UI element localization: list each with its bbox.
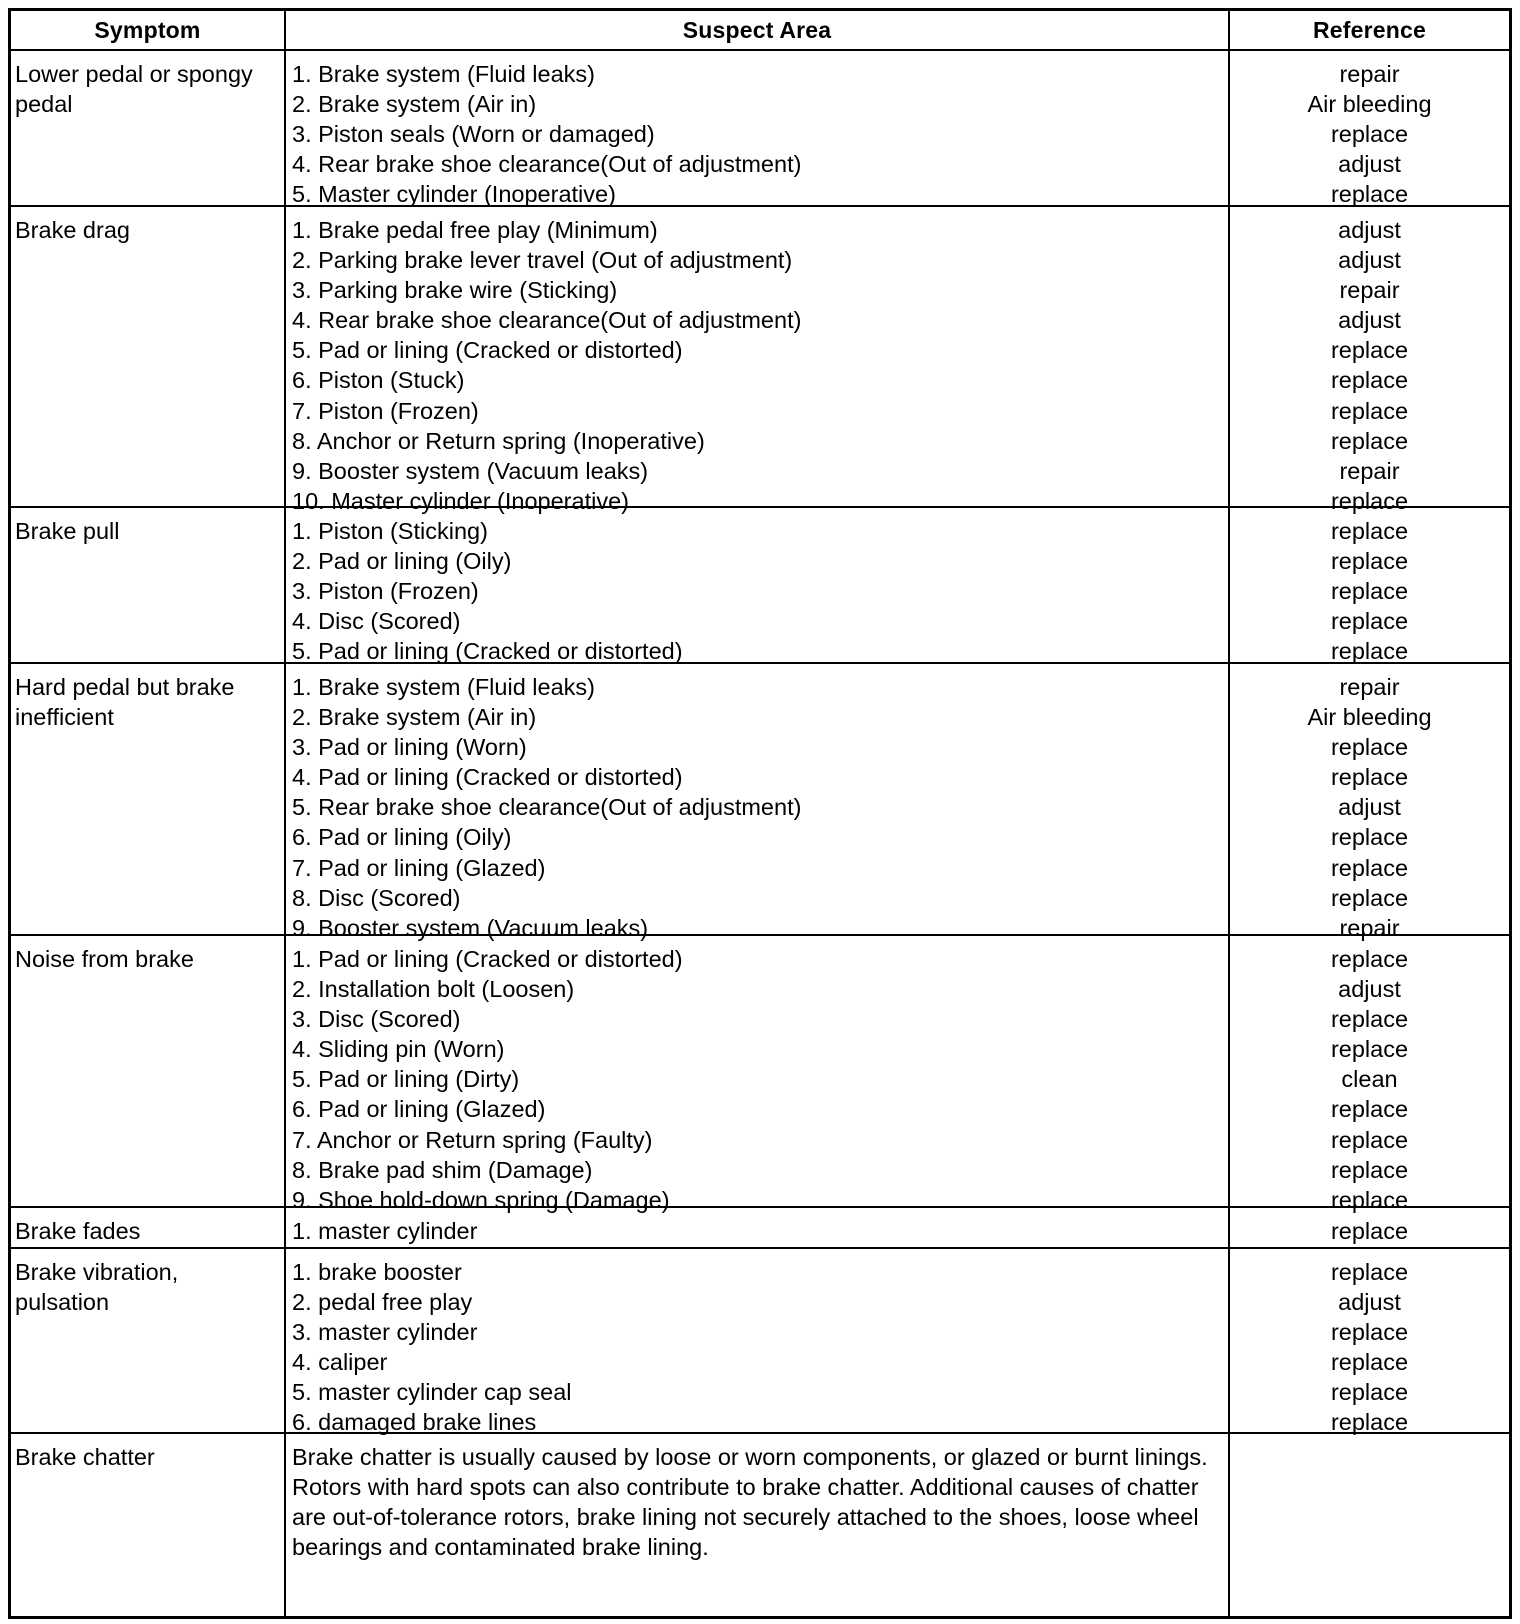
suspect-area-item: 9. Booster system (Vacuum leaks) — [292, 914, 649, 941]
reference-item: adjust — [1338, 1289, 1401, 1316]
suspect-area-item: 2. Brake system (Air in) — [292, 704, 537, 731]
suspect-area-cell — [286, 508, 1230, 665]
suspect-area-item: 4. Rear brake shoe clearance(Out of adjustment) — [292, 151, 802, 178]
suspect-area-cell — [286, 664, 1230, 941]
reference-cell — [1230, 936, 1509, 1213]
symptom-text: Brake pull — [15, 518, 120, 544]
suspect-area-item: 1. Brake system (Fluid leaks) — [292, 674, 595, 700]
suspect-area-item: 6. damaged brake lines — [292, 1409, 537, 1436]
suspect-area-item: 5. Pad or lining (Cracked or distorted) — [292, 337, 683, 364]
reference-item: replace — [1330, 1409, 1409, 1436]
reference-cell — [1230, 664, 1509, 941]
suspect-area-item: 4. Disc (Scored) — [292, 608, 461, 635]
symptom-text: Brake drag — [15, 217, 130, 243]
suspect-area-item: 2. Installation bolt (Loosen) — [292, 976, 575, 1003]
suspect-area-item: 3. Pad or lining (Worn) — [292, 734, 527, 761]
suspect-area-item: 1. brake booster — [292, 1259, 462, 1285]
reference-item: repair — [1339, 674, 1400, 700]
reference-item: replace — [1330, 1349, 1409, 1376]
suspect-area-item: 5. Rear brake shoe clearance(Out of adjustment) — [292, 794, 802, 821]
reference-item: replace — [1330, 638, 1409, 665]
suspect-area-item: 7. Pad or lining (Glazed) — [292, 854, 546, 881]
reference-item: repair — [1339, 61, 1400, 87]
reference-item: replace — [1330, 734, 1409, 761]
table-row — [11, 508, 1509, 664]
suspect-area-item: 1. Brake pedal free play (Minimum) — [292, 217, 658, 243]
reference-item: Air bleeding — [1307, 91, 1432, 118]
suspect-area-cell — [286, 1249, 1230, 1436]
suspect-area-item: 1. master cylinder — [292, 1218, 478, 1244]
reference-item: replace — [1330, 764, 1409, 791]
suspect-area-item: 5. master cylinder cap seal — [292, 1379, 572, 1406]
symptom-cell — [11, 1208, 286, 1247]
suspect-area-item: 6. Piston (Stuck) — [292, 367, 465, 394]
reference-item: replace — [1330, 608, 1409, 635]
table-row — [11, 1249, 1509, 1434]
reference-cell — [1230, 1249, 1509, 1436]
table-header — [11, 11, 1509, 51]
symptom-cell — [11, 1249, 286, 1432]
suspect-area-item: 4. Rear brake shoe clearance(Out of adjustment) — [292, 307, 802, 334]
symptom-cell — [11, 508, 286, 662]
suspect-area-item: 10. Master cylinder (Inoperative) — [292, 487, 629, 514]
header-suspect-area: Suspect Area — [286, 11, 1230, 49]
suspect-area-cell — [286, 51, 1230, 208]
reference-item: replace — [1330, 1006, 1409, 1033]
symptom-text: Brake fades — [15, 1218, 141, 1244]
reference-item: replace — [1330, 1186, 1409, 1213]
reference-item: replace — [1330, 487, 1409, 514]
suspect-area-item: 3. Piston seals (Worn or damaged) — [292, 121, 655, 148]
reference-item: replace — [1330, 1379, 1409, 1406]
reference-item: replace — [1330, 1156, 1409, 1183]
symptom-text: Brake chatter — [15, 1444, 155, 1470]
suspect-area-item: 6. Pad or lining (Glazed) — [292, 1096, 546, 1123]
symptom-text: Brake vibration, pulsation — [15, 1259, 179, 1316]
reference-item: replace — [1330, 427, 1409, 454]
suspect-area-item: 5. Pad or lining (Dirty) — [292, 1066, 520, 1093]
symptom-cell — [11, 51, 286, 205]
reference-item: replace — [1330, 854, 1409, 881]
suspect-area-item: 2. pedal free play — [292, 1289, 473, 1316]
suspect-area-cell — [286, 207, 1230, 514]
suspect-area-item: 7. Anchor or Return spring (Faulty) — [292, 1126, 653, 1153]
suspect-area-item: 8. Anchor or Return spring (Inoperative) — [292, 427, 705, 454]
reference-item: replace — [1330, 1218, 1409, 1244]
table-row — [11, 1434, 1509, 1616]
suspect-area-item: 3. Piston (Frozen) — [292, 578, 479, 605]
symptom-cell — [11, 1434, 286, 1616]
reference-item: replace — [1330, 1319, 1409, 1346]
reference-cell — [1230, 207, 1509, 514]
reference-item: replace — [1330, 121, 1409, 148]
symptom-text: Noise from brake — [15, 946, 194, 972]
suspect-area-item: 2. Brake system (Air in) — [292, 91, 537, 118]
suspect-area-item: 2. Parking brake lever travel (Out of adjustment) — [292, 247, 793, 274]
reference-cell — [1230, 51, 1509, 208]
symptom-cell — [11, 664, 286, 934]
suspect-area-item: 1. Piston (Sticking) — [292, 518, 488, 544]
reference-cell — [1230, 508, 1509, 665]
suspect-area-item: 4. caliper — [292, 1349, 388, 1376]
reference-item: replace — [1330, 1036, 1409, 1063]
suspect-area-item: 9. Booster system (Vacuum leaks) — [292, 457, 649, 484]
reference-item: replace — [1330, 946, 1409, 972]
suspect-area-item: 4. Sliding pin (Worn) — [292, 1036, 505, 1063]
symptom-text: Lower pedal or spongy pedal — [15, 61, 253, 118]
suspect-area-cell — [286, 1434, 1230, 1616]
suspect-area-paragraph: Brake chatter is usually caused by loose or worn components, or glazed or burnt linings. Rotors with hard spots can also contribute to brake chatter. Additional causes of chatter are out-of-tolerance rotors, brake lining not securely attached to the shoes, loose wheel bearings and contaminated brake lining. — [292, 1444, 1208, 1561]
suspect-area-item: 4. Pad or lining (Cracked or distorted) — [292, 764, 683, 791]
reference-item: replace — [1330, 518, 1409, 544]
table-row — [11, 936, 1509, 1213]
header-symptom: Symptom — [11, 11, 286, 49]
reference-item: adjust — [1338, 794, 1401, 821]
reference-item: replace — [1330, 548, 1409, 575]
suspect-area-cell — [286, 936, 1230, 1213]
suspect-area-item: 3. master cylinder — [292, 1319, 478, 1346]
header-reference: Reference — [1312, 16, 1427, 43]
suspect-area-item: 5. Master cylinder (Inoperative) — [292, 181, 616, 208]
suspect-area-cell — [286, 1208, 1230, 1247]
reference-item: adjust — [1338, 976, 1401, 1003]
suspect-area-item: 1. Brake system (Fluid leaks) — [292, 61, 595, 87]
suspect-area-item: 9. Shoe hold-down spring (Damage) — [292, 1186, 670, 1213]
reference-cell — [1230, 1434, 1509, 1616]
suspect-area-item: 7. Piston (Frozen) — [292, 397, 479, 424]
symptom-text: Hard pedal but brake inefficient — [15, 674, 235, 731]
suspect-area-item: 3. Parking brake wire (Sticking) — [292, 277, 618, 304]
reference-item: replace — [1330, 367, 1409, 394]
reference-item: adjust — [1338, 151, 1401, 178]
reference-item: replace — [1330, 578, 1409, 605]
reference-item: adjust — [1338, 217, 1401, 243]
reference-item: repair — [1339, 457, 1400, 484]
suspect-area-item: 8. Disc (Scored) — [292, 884, 461, 911]
reference-item: clean — [1341, 1066, 1398, 1093]
reference-item: Air bleeding — [1307, 704, 1432, 731]
table-row — [11, 1208, 1509, 1249]
reference-item: replace — [1330, 1126, 1409, 1153]
reference-item: repair — [1339, 914, 1400, 941]
brake-troubleshooting-table — [8, 8, 1512, 1619]
table-body — [11, 51, 1509, 1616]
symptom-cell — [11, 936, 286, 1206]
suspect-area-item: 8. Brake pad shim (Damage) — [292, 1156, 593, 1183]
table-row — [11, 207, 1509, 514]
table-row — [11, 664, 1509, 941]
suspect-area-item: 1. Pad or lining (Cracked or distorted) — [292, 946, 683, 972]
reference-item: adjust — [1338, 247, 1401, 274]
table-row — [11, 51, 1509, 207]
reference-item: repair — [1339, 277, 1400, 304]
suspect-area-item: 5. Pad or lining (Cracked or distorted) — [292, 638, 683, 665]
reference-item: replace — [1330, 824, 1409, 851]
reference-item: replace — [1330, 337, 1409, 364]
reference-item: replace — [1330, 1259, 1409, 1285]
reference-item: replace — [1330, 884, 1409, 911]
suspect-area-item: 6. Pad or lining (Oily) — [292, 824, 512, 851]
reference-item: replace — [1330, 181, 1409, 208]
reference-item: replace — [1330, 397, 1409, 424]
reference-item: replace — [1330, 1096, 1409, 1123]
symptom-cell — [11, 207, 286, 506]
reference-item: adjust — [1338, 307, 1401, 334]
reference-cell — [1230, 1208, 1509, 1247]
suspect-area-item: 3. Disc (Scored) — [292, 1006, 461, 1033]
suspect-area-item: 2. Pad or lining (Oily) — [292, 548, 512, 575]
